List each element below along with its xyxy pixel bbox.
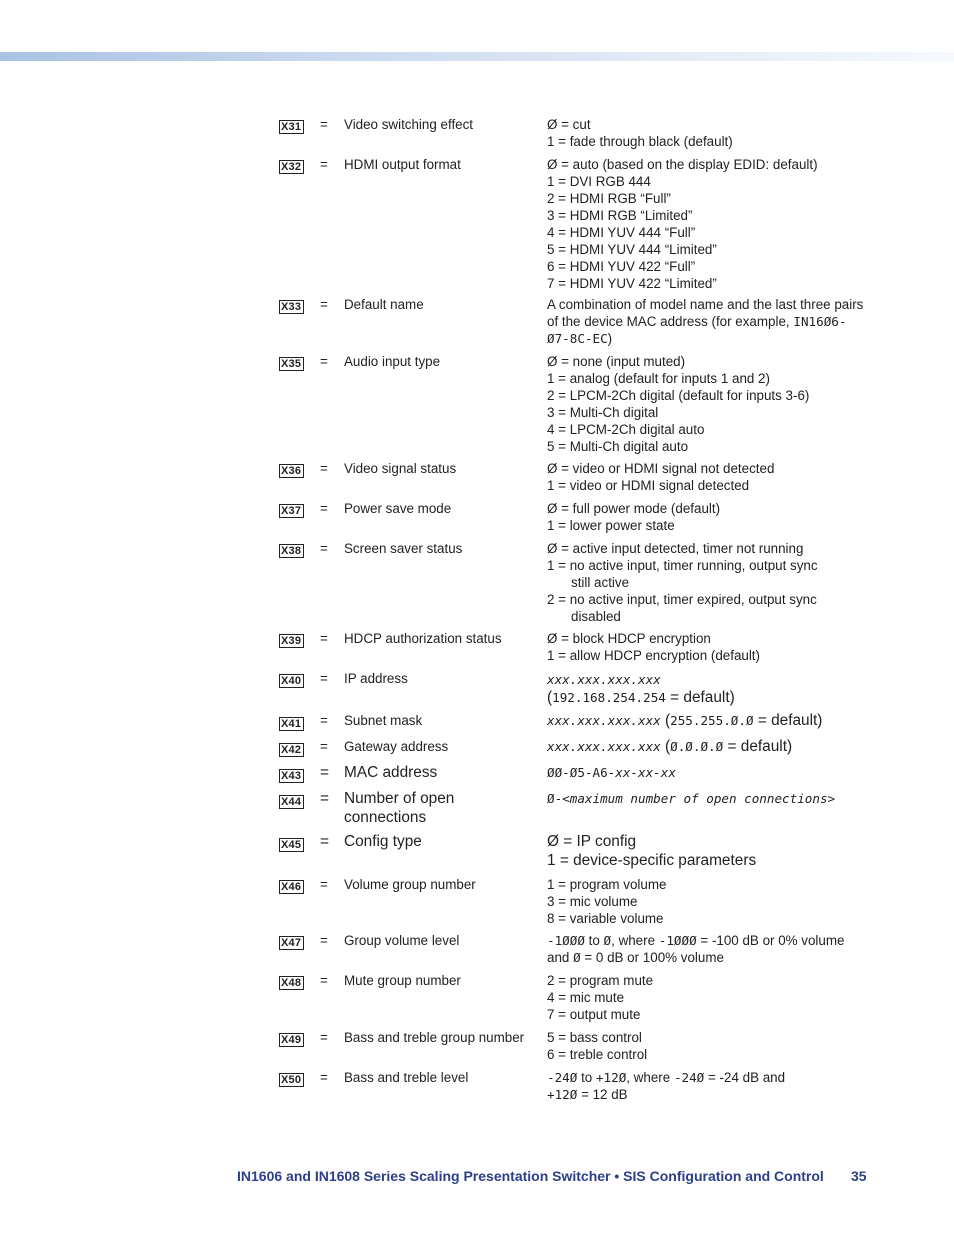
param-values [547,460,877,494]
value-line: 2 = program mute [547,973,654,988]
page-number: 35 [851,1168,867,1184]
value-line [547,313,867,347]
value-line: Ø = block HDCP encryption [547,631,711,646]
value-line: 1 = analog (default for inputs 1 and 2) [547,371,770,386]
equals-sign: = [320,764,329,781]
param-values [547,932,877,966]
value-line: 1 = no active input, timer running, output sync [547,558,818,573]
equals-sign: = [320,833,329,850]
value-line: 3 = Multi-Ch digital [547,405,659,420]
ip-format-code: xxx.xxx.xxx.xxx [547,672,661,687]
equals-sign: = [320,713,328,728]
value-text: ( [660,738,671,755]
value-text: = -24 dB and [704,1070,786,1085]
value-line: 3 = mic volume [547,894,638,909]
value-line: 1 = fade through black (default) [547,134,733,149]
value-line: 6 = HDMI YUV 422 “Full” [547,259,696,274]
param-label: Default name [344,297,424,312]
variable-badge: X48 [279,976,304,990]
value-line: 1 = video or HDMI signal detected [547,478,750,493]
param-values [547,540,877,625]
value-line [547,1069,877,1086]
variable-badge: X36 [279,464,304,478]
value-line: Ø = full power mode (default) [547,501,721,516]
equals-sign: = [320,297,328,312]
param-label: HDMI output format [344,157,461,172]
value-line: 7 = HDMI YUV 422 “Limited” [547,276,717,291]
param-label: Audio input type [344,354,441,369]
equals-sign: = [320,354,328,369]
value-line: 5 = Multi-Ch digital auto [547,439,689,454]
equals-sign: = [320,933,328,948]
example-name-code: IN16Ø6-Ø7-8C-EC [547,314,847,346]
label-line: Number of open [344,790,455,807]
param-values [547,972,877,1023]
variable-badge: X37 [279,504,304,518]
param-values [547,353,877,455]
variable-badge: X43 [279,769,304,783]
value-line-continued: disabled [571,609,621,624]
param-values [547,670,877,708]
variable-badge: X38 [279,544,304,558]
value-text: = default) [753,712,823,729]
value-text: and [547,950,574,965]
value-line: Ø = active input detected, timer not running [547,541,804,556]
param-label: Video signal status [344,461,457,476]
value-text: , where [626,1070,674,1085]
value-line: 3 = HDMI RGB “Limited” [547,208,693,223]
min-level-code: -24Ø [547,1070,578,1085]
value-line: 8 = variable volume [547,911,664,926]
param-values [547,296,877,347]
value-text: , where [611,933,659,948]
value-line: 7 = output mute [547,1007,641,1022]
value-line: Ø = cut [547,117,591,132]
footer-title: IN1606 and IN1608 Series Scaling Presentation Switcher • SIS Configuration and Control [237,1168,824,1184]
value-text: ( [660,712,671,729]
value-line: 1 = device-specific parameters [547,851,757,869]
min-level-code: -24Ø [673,1070,705,1085]
label-line: connections [344,808,427,826]
variable-badge: X40 [279,674,304,688]
connections-variable-code: <maximum number of open connections> [562,791,836,806]
subnet-format-code: xxx.xxx.xxx.xxx [547,713,661,728]
equals-sign: = [320,631,328,646]
value-text: = 0 dB or 100% volume [580,950,724,965]
variable-badge: X31 [279,120,304,134]
variable-badge: X44 [279,795,304,809]
equals-sign: = [320,541,328,556]
value-text: ( [547,689,553,706]
value-line: 5 = bass control [547,1030,642,1045]
param-label: Power save mode [344,501,452,516]
value-line [547,689,877,708]
value-line: 2 = HDMI RGB “Full” [547,191,671,206]
param-values [547,790,877,809]
param-values [547,500,877,534]
param-label: Bass and treble level [344,1070,469,1085]
param-label: Screen saver status [344,541,463,556]
param-label: Subnet mask [344,713,423,728]
value-line: 4 = mic mute [547,990,625,1005]
param-label: HDCP authorization status [344,631,502,646]
min-level-code: -1ØØØ [658,933,697,948]
equals-sign: = [320,1030,328,1045]
variable-badge: X50 [279,1073,304,1087]
value-line: 1 = lower power state [547,518,675,533]
default-ip-code: 192.168.254.254 [552,690,666,705]
param-values [547,876,877,927]
param-label: IP address [344,671,408,686]
equals-sign: = [320,671,328,686]
variable-badge: X49 [279,1033,304,1047]
equals-sign: = [320,157,328,172]
equals-sign: = [320,461,328,476]
header-accent-bar [0,52,954,61]
value-line [547,1086,877,1103]
value-line [547,670,877,689]
value-text: ) [607,331,613,346]
equals-sign: = [320,790,329,807]
param-label: MAC address [344,764,438,781]
value-text: = -100 dB or 0% volume [696,933,845,948]
param-values [547,1069,877,1103]
param-values [547,764,877,783]
variable-badge: X41 [279,717,304,731]
value-text: to [577,1070,596,1085]
equals-sign: = [320,973,328,988]
equals-sign: = [320,1070,328,1085]
value-line-continued: still active [571,575,630,590]
variable-badge: X42 [279,743,304,757]
max-level-code: Ø [573,950,581,965]
value-text: = default) [723,738,793,755]
param-label: Volume group number [344,877,476,892]
variable-badge: X45 [279,838,304,852]
value-text: to [584,933,604,948]
value-line: 1 = DVI RGB 444 [547,174,651,189]
value-line: 4 = LPCM-2Ch digital auto [547,422,705,437]
value-line [547,949,877,966]
value-text: of the device MAC address (for example, [547,314,794,329]
max-level-code: +12Ø [595,1070,627,1085]
default-subnet-code: 255.255.Ø.Ø [670,713,754,728]
variable-badge: X46 [279,880,304,894]
mac-prefix-code: ØØ-Ø5-A6- [547,765,616,780]
param-values [547,712,877,731]
value-line: A combination of model name and the last three pairs [547,297,864,312]
param-label: Video switching effect [344,117,474,132]
variable-badge: X39 [279,634,304,648]
value-line: 2 = no active input, timer expired, output sync [547,592,817,607]
equals-sign: = [320,739,328,754]
value-line: Ø = auto (based on the display EDID: default) [547,157,818,172]
value-line: 1 = program volume [547,877,667,892]
param-values [547,116,877,150]
value-line: 5 = HDMI YUV 444 “Limited” [547,242,717,257]
equals-sign: = [320,117,328,132]
param-values [547,1029,877,1063]
variable-badge: X32 [279,160,304,174]
value-text: = default) [665,689,735,706]
value-line [547,932,877,949]
param-values [547,630,877,664]
param-label: Group volume level [344,933,460,948]
param-values [547,738,877,757]
value-line: Ø = none (input muted) [547,354,686,369]
variable-badge: X33 [279,300,304,314]
param-label [344,790,539,827]
value-line: 2 = LPCM-2Ch digital (default for inputs 3-6) [547,388,810,403]
value-line: 6 = treble control [547,1047,648,1062]
value-line: 4 = HDMI YUV 444 “Full” [547,225,696,240]
connections-prefix-code: Ø- [547,791,563,806]
param-label: Bass and treble group number [344,1030,525,1045]
variable-badge: X47 [279,936,304,950]
param-label: Gateway address [344,739,449,754]
max-level-code: Ø [603,933,612,948]
value-text: = 12 dB [577,1087,628,1102]
value-line: Ø = video or HDMI signal not detected [547,461,775,476]
default-gateway-code: Ø.Ø.Ø.Ø [670,739,724,754]
mac-variable-code: xx-xx-xx [615,765,676,780]
equals-sign: = [320,501,328,516]
value-line: Ø = IP config [547,833,637,850]
param-label: Config type [344,833,422,850]
param-values [547,833,877,870]
param-label: Mute group number [344,973,461,988]
max-level-code: +12Ø [547,1087,578,1102]
min-level-code: -1ØØØ [547,933,585,948]
equals-sign: = [320,877,328,892]
variable-badge: X35 [279,357,304,371]
value-line: 1 = allow HDCP encryption (default) [547,648,760,663]
gateway-format-code: xxx.xxx.xxx.xxx [547,739,661,754]
param-values [547,156,877,292]
